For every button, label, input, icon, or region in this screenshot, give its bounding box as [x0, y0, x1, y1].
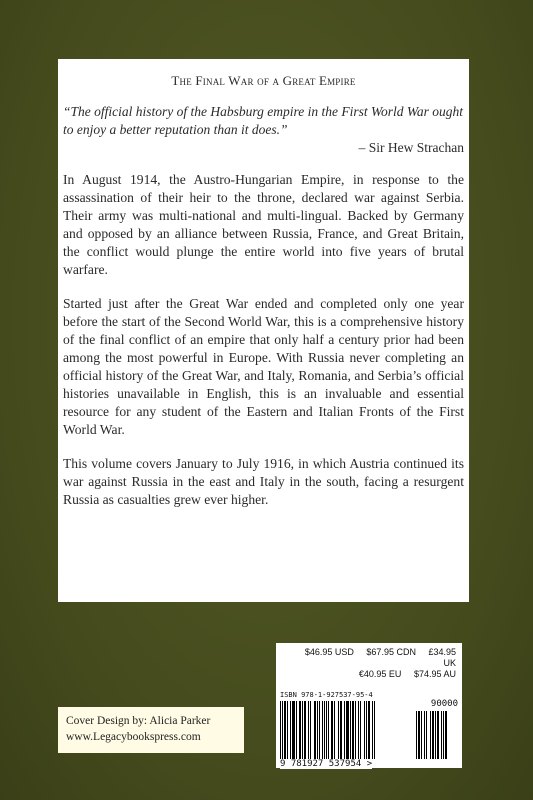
isbn-row [280, 691, 458, 699]
price-au: $74.95 AU [413, 669, 456, 679]
review-quote: “The official history of the Habsburg empire in the First World War ought to enjoy a better reputation than it does.” [63, 104, 464, 137]
blurb-paragraph-1: In August 1914, the Austro-Hungarian Empire, in response to the assassination of their heir to the throne, declared war against Serbia. Their army was multi-national and multi-lingual. Backed by Germany and opposed by an alliance between Russia, France, and Great Britain, the conflict would plunge the entire world into five years of brutal warfare. [63, 172, 464, 277]
publisher-website: www.Legacybookspress.com [66, 731, 201, 743]
ean-barcode-bars [280, 701, 410, 767]
price-usd: $46.95 USD [304, 647, 354, 657]
barcode-graphic [280, 701, 458, 767]
price-cdn: $67.95 CDN [366, 647, 416, 657]
quote-attribution: – Sir Hew Strachan [358, 140, 464, 155]
ean-digits: 9 781927 537954 > [280, 759, 373, 769]
price-uk: £34.95 UK [428, 647, 456, 668]
price-eu: €40.95 EU [358, 669, 402, 679]
book-title: The Final War of a Great Empire [171, 73, 356, 88]
addon-digits: 90000 [430, 699, 458, 709]
addon-barcode-bars [416, 711, 458, 767]
isbn-label: ISBN 978-1-927537-95-4 [280, 691, 373, 699]
blurb-paragraph-2: Started just after the Great War ended and completed only one year before the start of the Second World War, this is a comprehensive history of the final conflict of an empire that only half a century prior had been among the most powerful in Europe. With Russia never completing an official history of the Great War, and Italy, Romania, and Serbia’s official histories unavailable in English, this is an invaluable and essential resource for any student of the Eastern and Italian Fronts of the First World War. [63, 296, 464, 437]
barcode-bar [374, 701, 375, 759]
cover-design-credit: Cover Design by: Alicia Parker [66, 715, 211, 727]
price-line-2 [280, 669, 456, 680]
credits-box [58, 707, 244, 753]
back-cover-text-panel [58, 59, 469, 602]
barcode-block [276, 643, 462, 768]
barcode-bar [445, 711, 447, 759]
blurb-paragraph-3: This volume covers January to July 1916, in which Austria continued its war against Russia in the east and Italy in the south, facing a resurgent Russia as casualties grew ever higher. [63, 456, 464, 507]
price-line-1 [280, 647, 456, 669]
